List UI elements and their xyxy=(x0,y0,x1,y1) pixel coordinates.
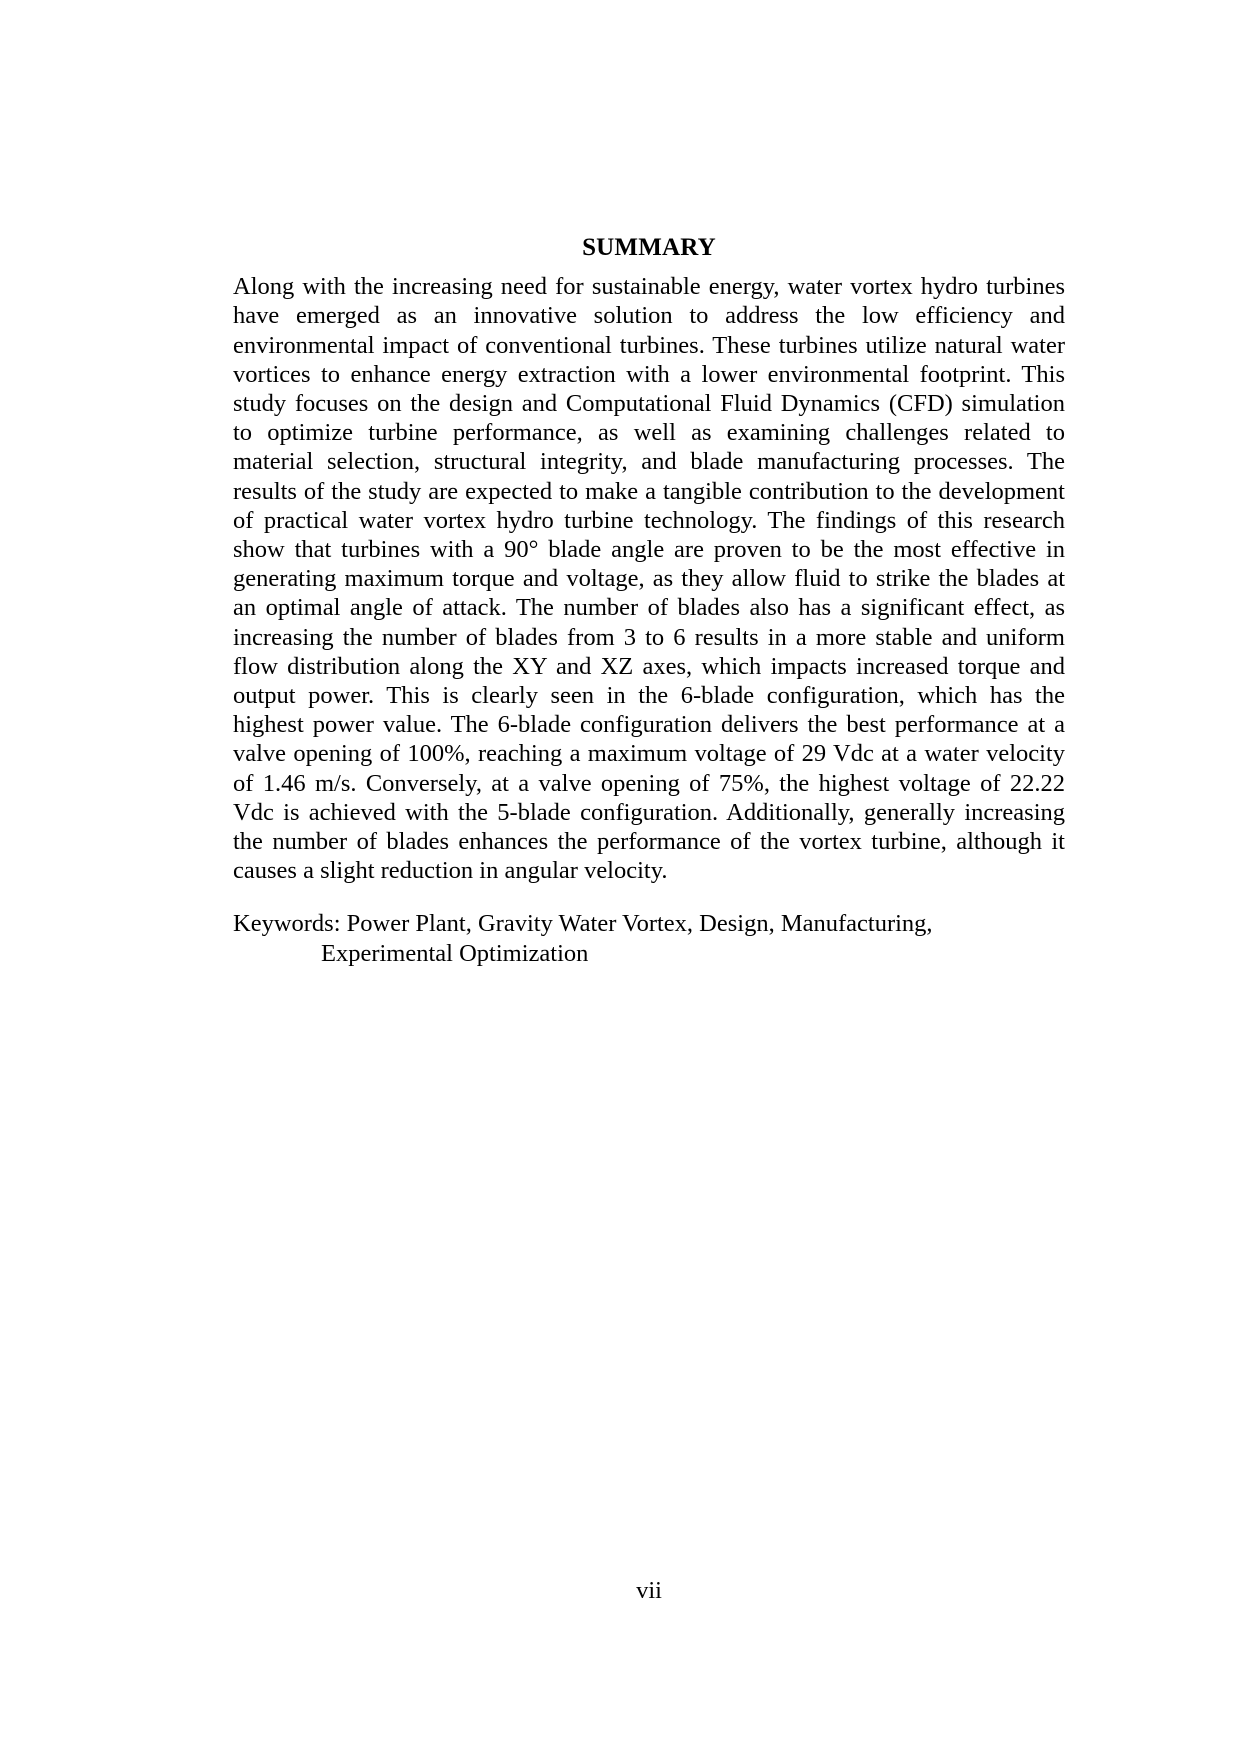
summary-line: highest power value. The 6-blade configuration delivers the best performance at a xyxy=(233,711,1065,739)
summary-line: Vdc is achieved with the 5-blade configuration. Additionally, generally increasing xyxy=(233,798,1065,826)
summary-line: to optimize turbine performance, as well as examining challenges related to xyxy=(233,419,1065,447)
keywords-line-1: Keywords: Power Plant, Gravity Water Vortex, Design, Manufacturing, xyxy=(233,910,933,938)
keywords-block xyxy=(233,909,1065,967)
page-title: SUMMARY xyxy=(582,234,716,261)
summary-line: of 1.46 m/s. Conversely, at a valve opening of 75%, the highest voltage of 22.22 xyxy=(233,769,1065,797)
summary-line: generating maximum torque and voltage, as they allow fluid to strike the blades at xyxy=(233,565,1065,593)
summary-line: causes a slight reduction in angular velocity. xyxy=(233,857,668,885)
summary-line: the number of blades enhances the performance of the vortex turbine, although it xyxy=(233,828,1065,856)
summary-line: have emerged as an innovative solution to address the low efficiency and xyxy=(233,302,1065,330)
summary-line: an optimal angle of attack. The number of blades also has a significant effect, as xyxy=(233,594,1065,622)
summary-line: valve opening of 100%, reaching a maximum voltage of 29 Vdc at a water velocity xyxy=(233,740,1065,768)
summary-line: study focuses on the design and Computational Fluid Dynamics (CFD) simulation xyxy=(233,390,1065,418)
summary-line: increasing the number of blades from 3 to 6 results in a more stable and uniform xyxy=(233,623,1065,651)
summary-line: flow distribution along the XY and XZ axes, which impacts increased torque and xyxy=(233,652,1065,680)
summary-line: show that turbines with a 90° blade angle are proven to be the most effective in xyxy=(233,536,1065,564)
keywords-line-2: Experimental Optimization xyxy=(321,939,589,967)
summary-paragraph xyxy=(233,272,1065,885)
summary-line: environmental impact of conventional turbines. These turbines utilize natural water xyxy=(233,331,1065,359)
summary-line: vortices to enhance energy extraction with a lower environmental footprint. This xyxy=(233,360,1065,388)
page-number: vii xyxy=(636,1577,662,1604)
summary-line: of practical water vortex hydro turbine technology. The findings of this research xyxy=(233,506,1065,534)
summary-line: material selection, structural integrity, and blade manufacturing processes. The xyxy=(233,448,1065,476)
summary-line: results of the study are expected to make a tangible contribution to the development xyxy=(233,477,1065,505)
summary-line: Along with the increasing need for sustainable energy, water vortex hydro turbines xyxy=(233,273,1065,301)
summary-section xyxy=(233,233,1065,968)
summary-line: output power. This is clearly seen in the 6-blade configuration, which has the xyxy=(233,682,1065,710)
